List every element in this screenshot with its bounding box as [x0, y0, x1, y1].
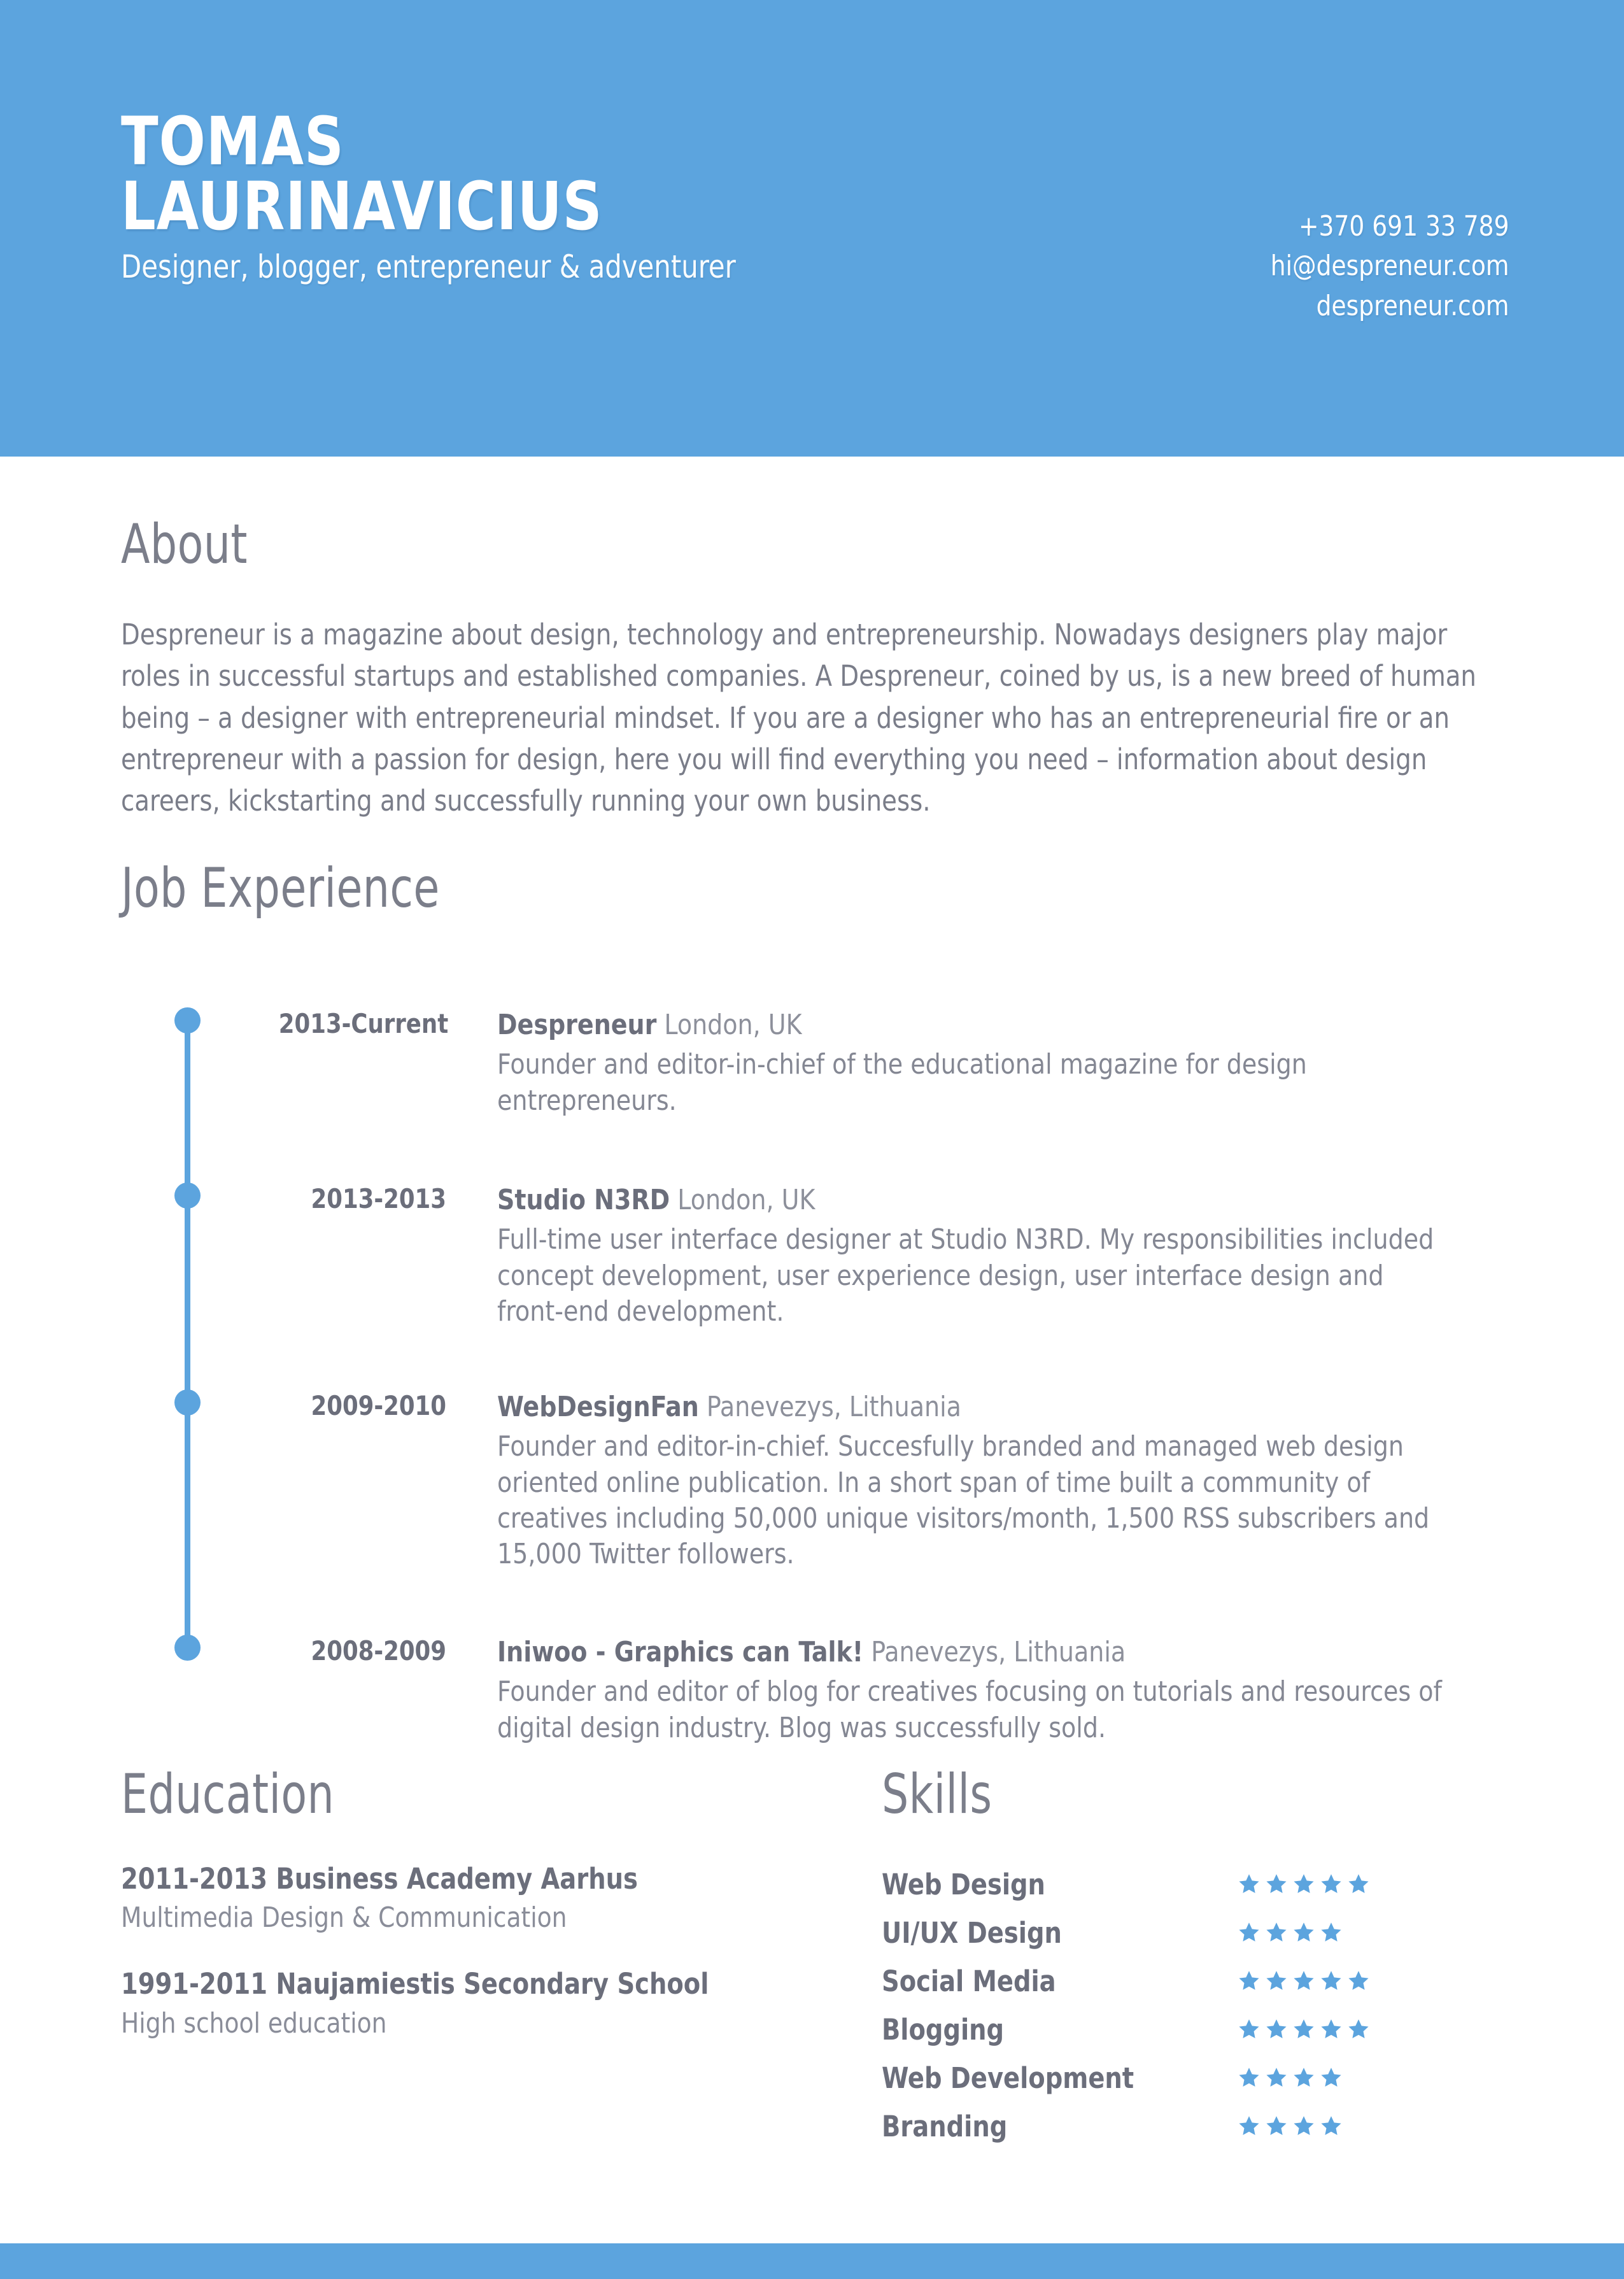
star-icon [1266, 1970, 1287, 1992]
timeline-dot-icon [174, 1389, 201, 1416]
experience-location: Panevezys, Lithuania [863, 1636, 1126, 1668]
star-icon [1266, 1922, 1287, 1943]
star-icon [1238, 1873, 1260, 1895]
experience-company: Iniwoo - Graphics can Talk! [497, 1636, 864, 1668]
contact-website[interactable]: despreneur.com [1316, 289, 1509, 322]
star-icon [1238, 1970, 1260, 1992]
experience-details [497, 1635, 1451, 1746]
skill-row [882, 1860, 1518, 1908]
education-item [121, 1861, 808, 1936]
education-title: 2011-2013 Business Academy Aarhus [121, 1862, 638, 1896]
contact-block [1258, 207, 1509, 326]
about-heading: About [121, 513, 248, 576]
star-icon [1238, 2115, 1260, 2137]
star-icon [1266, 2115, 1287, 2137]
skill-row [882, 2102, 1518, 2150]
skill-name: Web Design [882, 1867, 1045, 1901]
education-title: 1991-2011 Naujamiestis Secondary School [121, 1967, 709, 2001]
skill-name: Web Development [882, 2061, 1134, 2095]
skill-row [882, 2054, 1518, 2102]
skill-row [882, 1957, 1518, 2005]
skill-rating [1238, 1873, 1369, 1895]
tagline: Designer, blogger, entrepreneur & adventurer [121, 248, 736, 285]
contact-phone[interactable]: +370 691 33 789 [1298, 210, 1509, 243]
education-item [121, 1966, 808, 2041]
contact-email[interactable]: hi@despreneur.com [1270, 250, 1509, 283]
header-banner [0, 0, 1624, 457]
star-icon [1238, 2067, 1260, 2089]
star-icon [1348, 1970, 1369, 1992]
timeline-dot-icon [174, 1007, 201, 1033]
experience-details [497, 1007, 1451, 1119]
star-icon [1293, 2019, 1315, 2040]
experience-heading: Job Experience [121, 856, 440, 920]
star-icon [1266, 2019, 1287, 2040]
experience-details [497, 1389, 1451, 1573]
skill-rating [1238, 2115, 1342, 2137]
star-icon [1320, 2067, 1342, 2089]
skill-rating [1238, 2067, 1342, 2089]
skill-row [882, 2005, 1518, 2054]
skill-rating [1238, 1922, 1342, 1943]
star-icon [1320, 1970, 1342, 1992]
experience-date: 2013-Current [278, 1008, 449, 1039]
star-icon [1293, 1873, 1315, 1895]
timeline-dot-icon [174, 1182, 201, 1209]
experience-date: 2009-2010 [311, 1390, 446, 1421]
experience-list [177, 1007, 1497, 1744]
skill-rating [1238, 2019, 1369, 2040]
education-section [121, 1763, 808, 2072]
education-subtitle: Multimedia Design & Communication [121, 1901, 567, 1935]
skills-heading: Skills [882, 1763, 992, 1826]
star-icon [1320, 1922, 1342, 1943]
experience-company: Studio N3RD [497, 1184, 670, 1216]
first-name: TOMAS [121, 103, 344, 180]
skill-rating [1238, 1970, 1369, 1992]
star-icon [1238, 1922, 1260, 1943]
experience-location: London, UK [656, 1009, 802, 1041]
experience-company: Despreneur [497, 1009, 657, 1041]
star-icon [1293, 2067, 1315, 2089]
skills-section [882, 1763, 1518, 2150]
star-icon [1266, 2067, 1287, 2089]
skill-row [882, 1908, 1518, 1957]
star-icon [1293, 1922, 1315, 1943]
skills-list [882, 1860, 1518, 2150]
about-body-text: Despreneur is a magazine about design, technology and entrepreneurship. Nowadays designers play major roles in successful startups and established companies. A Despreneur, coined by us, is a new breed of human being – a designer with entrepreneurial mindset. If you are a designer who has an entrepreneurial fire or an entrepreneur with a passion for design, here you will find everything you need – information about design careers, kickstarting and successfully running your own business. [121, 618, 1476, 818]
experience-company: WebDesignFan [497, 1391, 699, 1423]
education-heading: Education [121, 1763, 335, 1826]
timeline-dot-icon [174, 1635, 201, 1661]
star-icon [1238, 2019, 1260, 2040]
experience-description: Founder and editor of blog for creatives focusing on tutorials and resources of digital design industry. Blog was successfully sold. [497, 1675, 1442, 1744]
experience-details [497, 1182, 1451, 1330]
last-name: LAURINAVICIUS [121, 167, 603, 245]
experience-date: 2013-2013 [311, 1183, 446, 1214]
name-block [121, 103, 782, 285]
star-icon [1293, 2115, 1315, 2137]
star-icon [1320, 2115, 1342, 2137]
experience-date: 2008-2009 [311, 1635, 446, 1666]
footer-banner [0, 2243, 1624, 2279]
education-list [121, 1861, 808, 2041]
experience-section [121, 856, 1497, 1744]
experience-location: Panevezys, Lithuania [698, 1391, 961, 1423]
header-content [121, 0, 1509, 457]
skill-name: Branding [882, 2109, 1008, 2143]
experience-timeline [177, 1007, 1497, 1744]
star-icon [1266, 1873, 1287, 1895]
star-icon [1348, 1873, 1369, 1895]
experience-description: Founder and editor-in-chief of the educational magazine for design entrepreneurs. [497, 1048, 1307, 1117]
star-icon [1320, 1873, 1342, 1895]
star-icon [1293, 1970, 1315, 1992]
star-icon [1348, 2019, 1369, 2040]
skill-name: Blogging [882, 2012, 1005, 2047]
skill-name: UI/UX Design [882, 1915, 1062, 1950]
star-icon [1320, 2019, 1342, 2040]
education-subtitle: High school education [121, 2006, 387, 2040]
experience-location: London, UK [670, 1184, 816, 1216]
experience-description: Founder and editor-in-chief. Succesfully branded and managed web design oriented online publication. In a short span of time built a community of creatives including 50,000 unique visitors/month, 1,500 RSS subscribers and 15,000 Twitter followers. [497, 1430, 1430, 1571]
skill-name: Social Media [882, 1964, 1056, 1998]
experience-description: Full-time user interface designer at Studio N3RD. My responsibilities included concept development, user experience design, user interface design and front-end development. [497, 1223, 1434, 1328]
about-section [121, 513, 1497, 821]
